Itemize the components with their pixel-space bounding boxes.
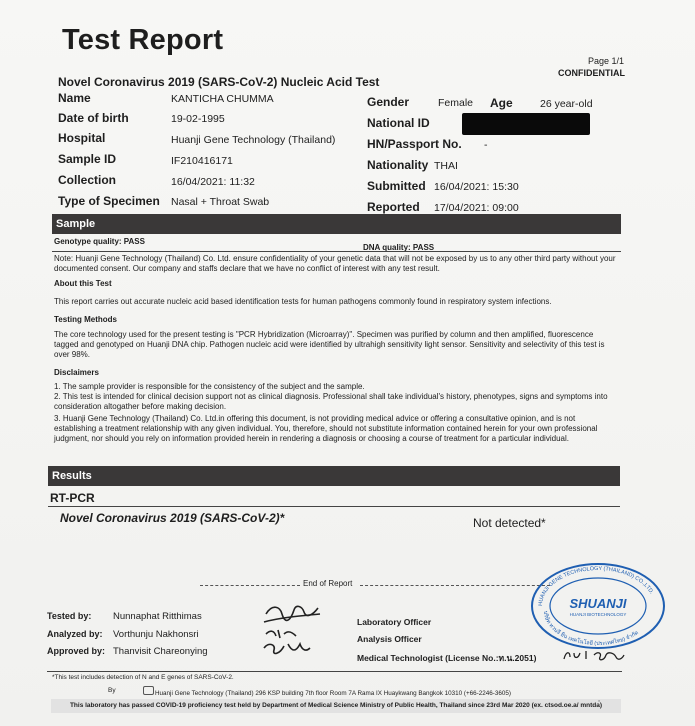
dob-label: Date of birth [58, 111, 129, 125]
nationality-value: THAI [434, 160, 458, 172]
submitted-value: 16/04/2021: 15:30 [434, 181, 519, 193]
by-label: By [108, 687, 116, 694]
hn-passport-label: HN/Passport No. [367, 137, 462, 151]
proficiency-note: This laboratory has passed COVID-19 proficiency test held by Department of Medical Science Ministry of Public Health, Thailand since 23rd Mar 2020 (ex. ctsod.oe.a/ mntda่) [51, 699, 621, 713]
approved-by-name: Thanvisit Chareonying [113, 646, 208, 657]
analyzed-by-label: Analyzed by: [47, 629, 103, 639]
patient-name: KANTICHA CHUMMA [171, 93, 274, 105]
national-id-redaction [462, 113, 590, 135]
report-subtitle: Novel Coronavirus 2019 (SARS-CoV-2) Nucleic Acid Test [58, 75, 380, 89]
tested-by-name: Nunnaphat Ritthimas [113, 611, 202, 622]
gender-value: Female [438, 97, 474, 109]
test-name: Novel Coronavirus 2019 (SARS-CoV-2)* [60, 511, 285, 525]
handwritten-note [560, 647, 630, 663]
company-logo-icon [143, 686, 154, 695]
disclaimer-1: 1. The sample provider is responsible for the consistency of the subject and the sample. [54, 382, 365, 391]
analysis-officer-title: Analysis Officer [357, 634, 422, 644]
gender-label: Gender [367, 95, 410, 109]
hn-passport-value: - [484, 139, 488, 151]
nationality-label: Nationality [367, 158, 429, 172]
page-number: Page 1/1 [588, 56, 625, 66]
hospital-value: Huanji Gene Technology (Thailand) [171, 134, 336, 146]
age-label: Age [490, 96, 513, 110]
med-tech-title: Medical Technologist (License No.:ท.น.2051) [357, 653, 537, 663]
svg-text:HUANJI BIOTECHNOLOGY: HUANJI BIOTECHNOLOGY [569, 612, 627, 617]
footer-divider [47, 671, 622, 672]
svg-text:บริษัท หวนจี ยีน เทคโนโลยี (ปร: บริษัท หวนจี ยีน เทคโนโลยี (ประเทศไทย) จำกัด [541, 610, 640, 648]
confidential-label: CONFIDENTIAL [558, 68, 625, 78]
test-result: Not detected* [473, 516, 546, 530]
results-section-bar: Results [48, 466, 620, 486]
reported-label: Reported [367, 200, 420, 214]
approved-by-label: Approved by: [47, 646, 106, 656]
svg-text:HUANJI GENE TECHNOLOGY (THAILA: HUANJI GENE TECHNOLOGY (THAILAND) CO.,LTD. [537, 565, 655, 607]
methods-heading: Testing Methods [54, 315, 117, 324]
results-divider [48, 506, 620, 507]
confidentiality-note: Note: Huanji Gene Technology (Thailand) Co. Ltd. ensure confidentiality of your genetic data that will not be exposed by us to any other third party without your documented consent. Our company and staffs declare that we have no conflict of interest with any test result. [54, 254, 616, 273]
analyzed-by-name: Vorthunju Nakhonsri [113, 629, 199, 640]
company-seal [528, 561, 668, 651]
hospital-label: Hospital [58, 131, 106, 145]
collection-value: 16/04/2021: 11:32 [171, 176, 255, 188]
divider [52, 251, 621, 252]
submitted-label: Submitted [367, 179, 426, 193]
patient-dob: 19-02-1995 [171, 113, 225, 125]
specimen-label: Type of Specimen [58, 194, 160, 208]
reported-value: 17/04/2021: 09:00 [434, 202, 519, 214]
footnote: *This test includes detection of N and E genes of SARS-CoV-2. [52, 674, 234, 681]
company-address: Huanji Gene Technology (Thailand) 296 KSP building 7th floor Room 7A Rama IX Huaykwang Bangkok 10310 (+66-2246-3605) [155, 690, 511, 697]
sample-id-value: IF210416171 [171, 155, 233, 167]
end-of-report: End of Report [303, 579, 353, 588]
about-text: This report carries out accurate nucleic acid based identification tests for human pathogens commonly found in respiratory system infections. [54, 297, 552, 306]
dna-quality: DNA quality: PASS [363, 243, 435, 252]
name-label: Name [58, 91, 91, 105]
sample-id-label: Sample ID [58, 152, 117, 166]
report-title: Test Report [62, 24, 224, 56]
national-id-label: National ID [367, 116, 430, 130]
disclaimer-2: 2. This test is intended for clinical decision support not as clinical diagnosis. Professional shall take individual's history, phenotypes, signs and symptoms into consideration altogather before making decision. [54, 392, 608, 411]
genotype-quality: Genotype quality: PASS [54, 237, 145, 246]
methods-text: The core technology used for the present testing is "PCR Hybridization (Microarray)". Specimen was purified by column and then amplified, fluorescence tagged and genotyped on Huanji DNA chip. Pathogen nucleic acid were identified by ultrahigh sensitivity light sensor. Sensitivity and selectivity of this test is over 98%. [54, 330, 605, 359]
sample-section-bar: Sample [52, 214, 621, 234]
end-dash-right [360, 585, 550, 586]
disclaimers-heading: Disclaimers [54, 368, 99, 377]
about-heading: About this Test [54, 279, 112, 288]
specimen-value: Nasal + Throat Swab [171, 196, 270, 208]
age-value: 26 year-old [540, 98, 593, 110]
rt-pcr-label: RT-PCR [50, 491, 95, 505]
lab-officer-title: Laboratory Officer [357, 617, 432, 627]
tested-by-label: Tested by: [47, 611, 92, 621]
collection-label: Collection [58, 173, 117, 187]
signatures-handwritten [258, 600, 328, 660]
svg-text:SHUANJI: SHUANJI [569, 596, 627, 611]
disclaimer-3: 3. Huanji Gene Technology (Thailand) Co. Ltd.in offering this document, is not providing medical advice or offering a consultative opinion, and is not establishing a treatment relationship with any given individual. You, therefore, should not substitute information contained herein for your own professional judgment, nor should you rely on information provided herein in rendering a diagnosis or choosing a course of treatment for a particular individual. [54, 414, 598, 443]
end-dash-left [200, 585, 300, 586]
